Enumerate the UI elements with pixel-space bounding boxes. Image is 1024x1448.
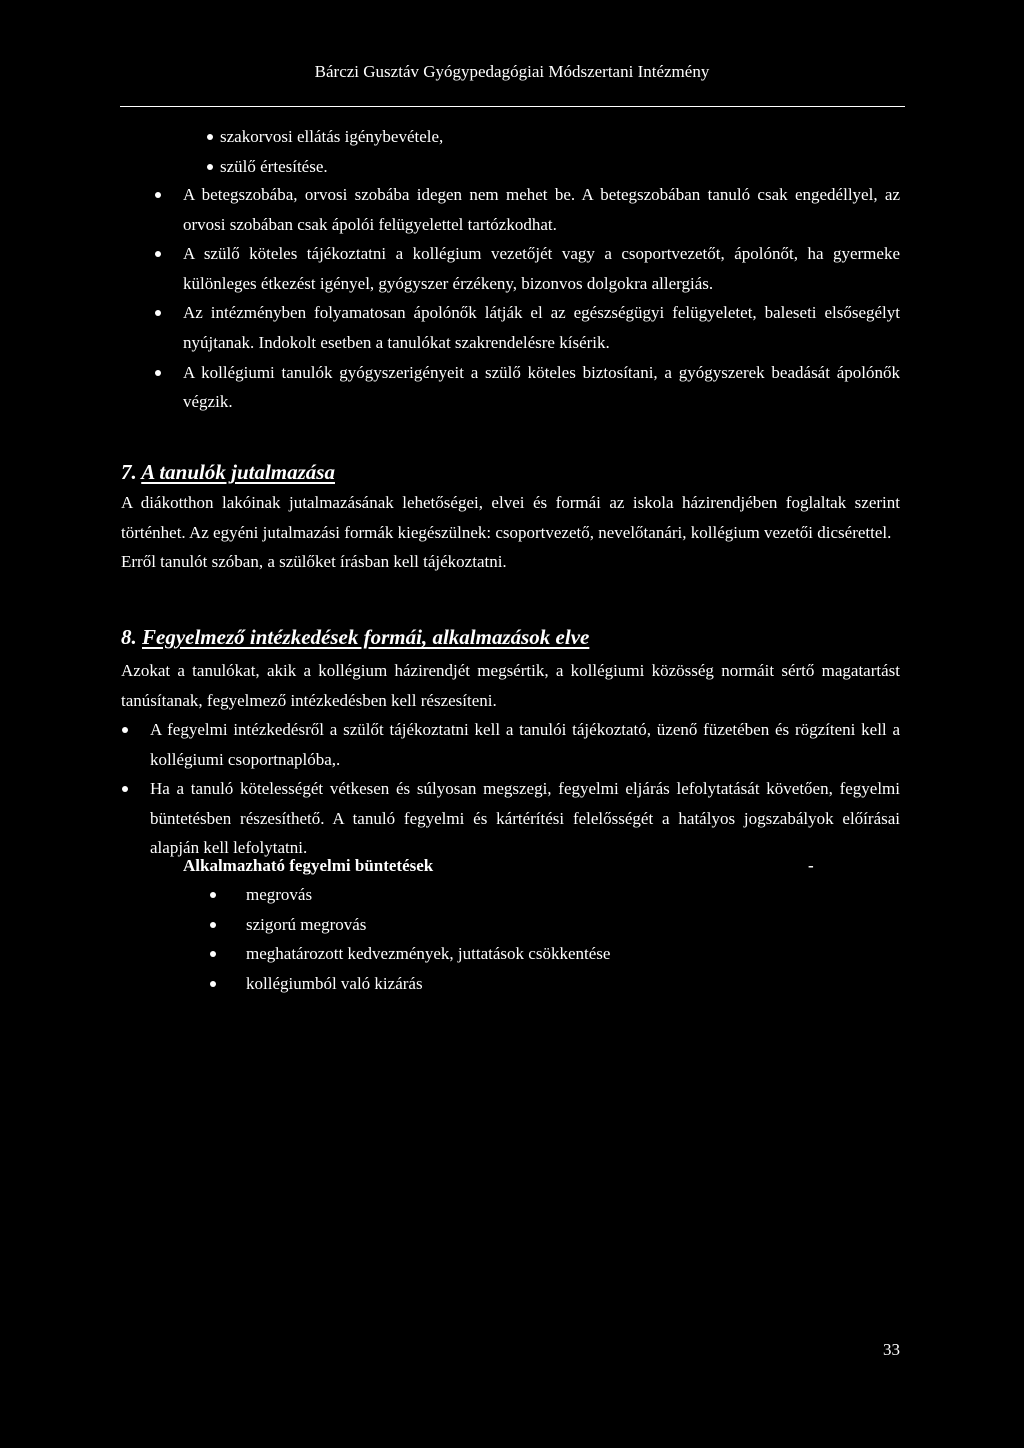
bullet-icon <box>155 310 161 316</box>
section-title: Fegyelmező intézkedések formái, alkalmazások elve <box>142 625 590 649</box>
bullet-icon <box>155 192 161 198</box>
section-8-paragraph <box>121 656 900 715</box>
paragraph-text: A diákotthon lakóinak jutalmazásának lehetőségei, elvei és formái az iskola házirendjében foglaltak szerint történhet. Az egyéni jutalmazási formák kiegészülnek: csoportvezető, nevelőtanári, kollégium vezetői dicsérettel. <box>121 493 900 542</box>
list-item <box>246 939 886 969</box>
penalties-dash: - <box>808 856 814 875</box>
page-header: Bárczi Gusztáv Gyógypedagógiai Módszertani Intézmény <box>314 62 710 81</box>
list-item <box>246 969 886 999</box>
list-item-text: szigorú megrovás <box>246 914 367 934</box>
list-item <box>183 298 900 357</box>
header-divider <box>120 106 905 107</box>
bullet-icon <box>122 786 128 792</box>
list-item <box>150 774 900 863</box>
section-7-paragraph <box>121 488 900 577</box>
penalties-list <box>246 880 886 998</box>
list-item-text: A fegyelmi intézkedésről a szülőt tájékoztatni kell a tanulói tájékoztató, üzenő füzetében és rögzíteni kell a kollégiumi csoportnaplóba,. <box>150 720 900 769</box>
list-item-text: Ha a tanuló kötelességét vétkesen és súlyosan megszegi, fegyelmi eljárás lefolytatását követően, fegyelmi büntetésben részesíthető. A tanuló fegyelmi és kártérítési felelősségét a hatályos jogszabályok előírásai alapján kell lefolytatni. <box>150 779 900 858</box>
bullet-icon <box>207 164 213 170</box>
list-item-text: A betegszobába, orvosi szobába idegen nem mehet be. A betegszobában tanuló csak engedéllyel, az orvosi szobában csak ápolói felügyelettel tartózkodhat. <box>183 185 900 234</box>
section-title: A tanulók jutalmazása <box>141 460 335 484</box>
bullet-icon <box>210 951 216 957</box>
section-number: 7. <box>121 460 137 484</box>
list-item <box>183 239 900 298</box>
penalties-heading <box>183 851 823 881</box>
penalties-heading-text: Alkalmazható fegyelmi büntetések <box>183 856 434 875</box>
bullet-icon <box>207 134 213 140</box>
page-number: 33 <box>883 1340 900 1359</box>
sub-bullet-list <box>220 122 900 181</box>
list-item-text: meghatározott kedvezmények, juttatások csökkentése <box>246 944 611 964</box>
list-item-text: megrovás <box>246 885 313 904</box>
bullet-icon <box>210 981 216 987</box>
list-item-text: A kollégiumi tanulók gyógyszerigényeit a szülő köteles biztosítani, a gyógyszerek beadását ápolónők végzik. <box>183 362 900 412</box>
bullet-icon <box>122 727 128 733</box>
bullet-icon <box>210 892 216 898</box>
list-item <box>150 715 900 774</box>
list-item-text: kollégiumból való kizárás <box>246 973 423 993</box>
paragraph-text: Azokat a tanulókat, akik a kollégium házirendjét megsértik, a kollégiumi közösség normáit sértő magatartást tanúsítanak, fegyelmező intézkedésben kell részesíteni. <box>121 661 900 710</box>
list-item <box>246 880 886 910</box>
discipline-rules-list <box>150 715 900 863</box>
list-item <box>220 122 900 152</box>
bullet-icon <box>155 251 161 257</box>
list-item <box>220 152 900 182</box>
bullet-icon <box>155 370 161 376</box>
section-7-heading <box>121 460 335 485</box>
health-rules-list <box>183 180 900 417</box>
list-item-text: Az intézményben folyamatosan ápolónők látják el az egészségügyi felügyeletet, baleseti elsősegélyt nyújtanak. Indokolt esetben a tanulókat szakrendelésre kísérik. <box>183 303 900 352</box>
list-item <box>183 358 900 417</box>
list-item-text: szülő értesítése. <box>220 156 328 176</box>
list-item <box>183 180 900 239</box>
list-item <box>246 910 886 940</box>
list-item-text: szakorvosi ellátás igénybevétele, <box>220 127 444 146</box>
paragraph-text: Erről tanulót szóban, a szülőket írásban kell tájékoztatni. <box>121 552 507 572</box>
section-8-heading <box>121 625 589 650</box>
bullet-icon <box>210 922 216 928</box>
list-item-text: A szülő köteles tájékoztatni a kollégium vezetőjét vagy a csoportvezetőt, ápolónőt, ha gyermeke különleges étkezést igényel, gyógyszer érzékeny, bizonvos dolgokra allergiás. <box>183 244 900 293</box>
section-number: 8. <box>121 625 137 649</box>
